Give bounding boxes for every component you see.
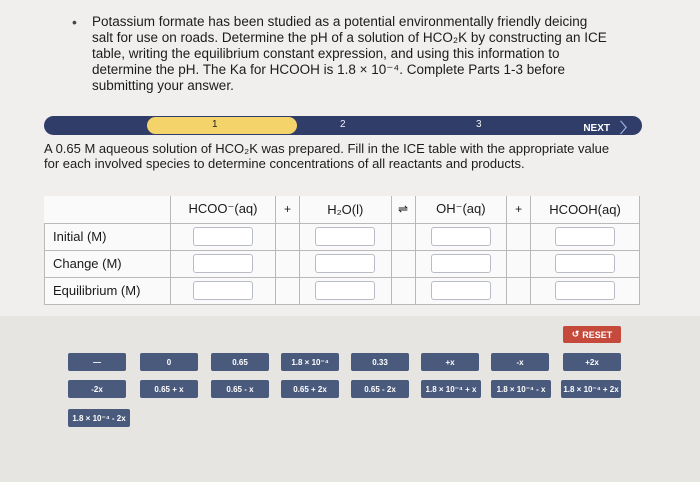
row-label-change: Change (M) <box>45 250 171 277</box>
step-3[interactable]: 3 <box>476 119 482 130</box>
operator-plus-1: + <box>276 196 300 223</box>
drop-cell[interactable] <box>300 277 392 304</box>
drop-cell[interactable] <box>171 250 276 277</box>
progress-step-1-active[interactable] <box>147 117 297 134</box>
table-row-initial <box>45 223 640 250</box>
operator-equilibrium: ⇌ <box>391 196 415 223</box>
answer-tile[interactable]: 0 <box>140 353 198 371</box>
progress-bar <box>44 116 642 135</box>
operator-plus-2: + <box>507 196 531 223</box>
species-oh: OH⁻(aq) <box>415 196 507 223</box>
next-label: NEXT <box>583 122 610 134</box>
table-row-change <box>45 250 640 277</box>
answer-tile[interactable]: 0.65 + 2x <box>281 380 339 398</box>
answer-tile[interactable]: +2x <box>563 353 621 371</box>
step-1[interactable]: 1 <box>212 119 218 130</box>
op-spacer <box>391 277 415 304</box>
row-label-equilibrium: Equilibrium (M) <box>45 277 171 304</box>
op-spacer <box>276 223 300 250</box>
answer-tile[interactable]: -2x <box>68 380 126 398</box>
answer-tile[interactable]: 1.8 × 10⁻⁴ <box>281 353 339 371</box>
ice-table <box>44 196 640 305</box>
undo-arrow-icon: ↺ <box>571 329 580 339</box>
drop-cell[interactable] <box>415 277 507 304</box>
drop-cell[interactable] <box>531 277 640 304</box>
op-spacer <box>507 277 531 304</box>
drop-cell[interactable] <box>415 250 507 277</box>
row-label-initial: Initial (M) <box>45 223 171 250</box>
op-spacer <box>507 223 531 250</box>
drop-cell[interactable] <box>415 223 507 250</box>
answer-tile[interactable]: 0.65 - 2x <box>351 380 409 398</box>
answer-tile[interactable]: — <box>68 353 126 371</box>
species-h2o: H₂O(l) <box>300 196 392 223</box>
op-spacer <box>507 250 531 277</box>
answer-tile[interactable]: -x <box>491 353 549 371</box>
answer-tile[interactable]: 0.33 <box>351 353 409 371</box>
answer-tile[interactable]: 1.8 × 10⁻⁴ - x <box>491 380 551 398</box>
answer-tile[interactable]: 0.65 <box>211 353 269 371</box>
answer-tile[interactable]: 0.65 + x <box>140 380 198 398</box>
header-blank <box>45 196 171 223</box>
question-text: Potassium formate has been studied as a potential environmentally friendly deicing salt for use on roads. Determine the pH of a solution of HCO₂K by constructing an ICE table, writing the equilibrium constant expression, and using this information to determine the pH. The Ka for HCOOH is 1.8 × 10⁻⁴. Complete Parts 1-3 before submitting your answer. <box>92 14 607 93</box>
ice-header-row <box>45 196 640 223</box>
answer-tile[interactable]: 1.8 × 10⁻⁴ + 2x <box>561 380 621 398</box>
reset-label: RESET <box>582 329 613 340</box>
answer-tile[interactable]: 1.8 × 10⁻⁴ + x <box>421 380 481 398</box>
table-row-equilibrium <box>45 277 640 304</box>
reset-button[interactable] <box>563 326 621 343</box>
drop-cell[interactable] <box>171 277 276 304</box>
instructions-text: A 0.65 M aqueous solution of HCO₂K was prepared. Fill in the ICE table with the appropriate value for each involved species to determine concentrations of all reactants and products. <box>44 141 610 171</box>
step-2[interactable]: 2 <box>340 119 346 130</box>
answer-tile[interactable]: 1.8 × 10⁻⁴ - 2x <box>68 409 130 427</box>
chevron-right-icon: 〉 <box>620 120 634 136</box>
next-button[interactable] <box>583 118 634 138</box>
answer-tile[interactable]: 0.65 - x <box>211 380 269 398</box>
op-spacer <box>276 277 300 304</box>
op-spacer <box>391 223 415 250</box>
drop-cell[interactable] <box>300 250 392 277</box>
drop-cell[interactable] <box>171 223 276 250</box>
op-spacer <box>276 250 300 277</box>
species-hcoo: HCOO⁻(aq) <box>171 196 276 223</box>
answer-tile[interactable]: +x <box>421 353 479 371</box>
drop-cell[interactable] <box>300 223 392 250</box>
species-hcooh: HCOOH(aq) <box>531 196 640 223</box>
bullet-icon: • <box>72 14 77 30</box>
drop-cell[interactable] <box>531 250 640 277</box>
op-spacer <box>391 250 415 277</box>
drop-cell[interactable] <box>531 223 640 250</box>
